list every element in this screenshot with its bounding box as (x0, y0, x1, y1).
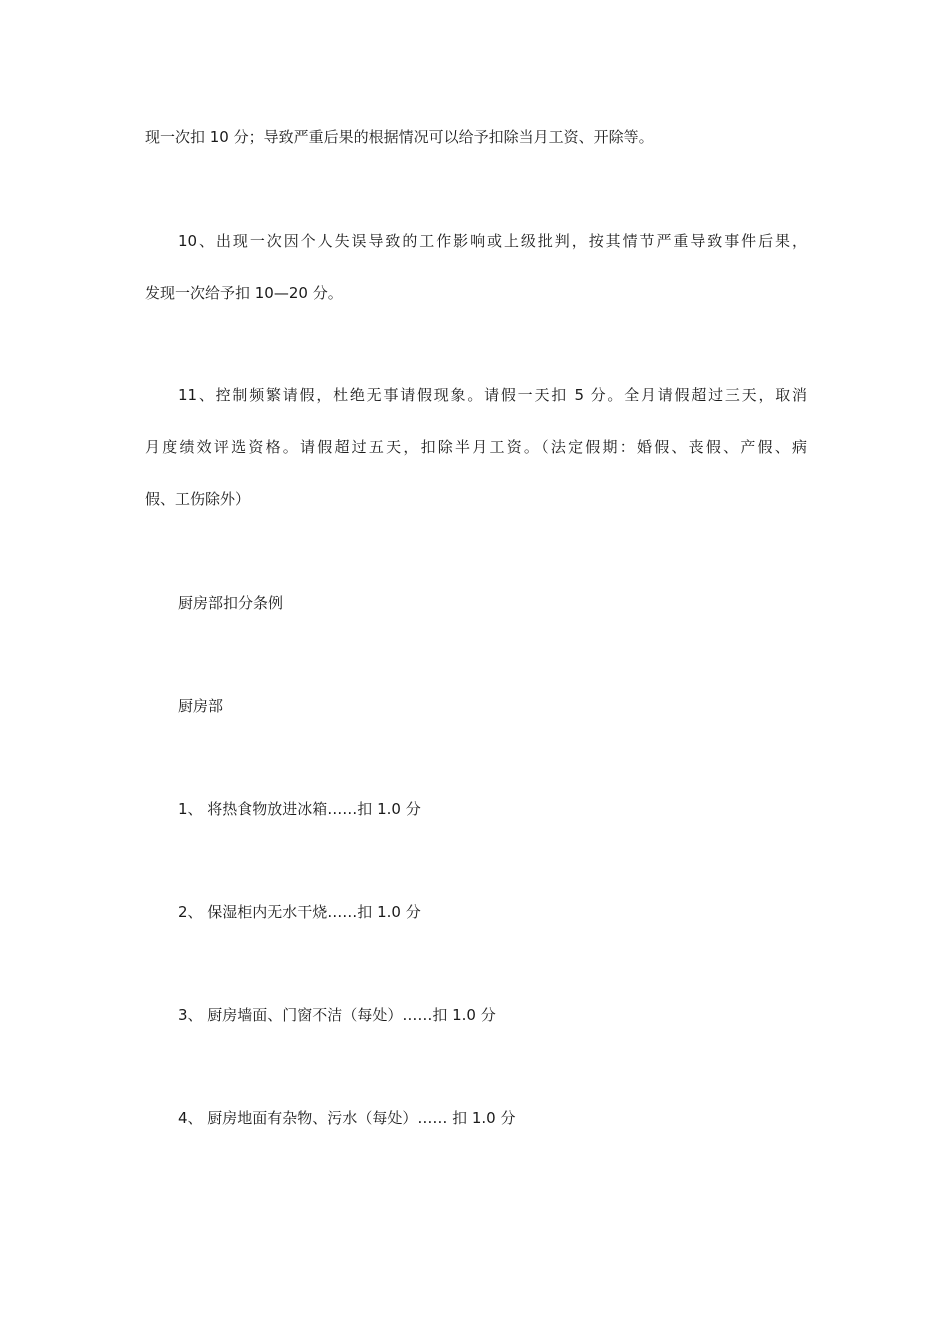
department-label: 厨房部 (178, 697, 224, 715)
paragraph-11-line-2: 月度绩效评选资格。请假超过五天，扣除半月工资。（法定假期：婚假、丧假、产假、病 (145, 438, 807, 456)
rule-item-3: 3、 厨房墙面、门窗不洁（每处）……扣 1.0 分 (178, 1006, 496, 1024)
section-heading: 厨房部扣分条例 (178, 594, 284, 612)
rule-item-1: 1、 将热食物放进冰箱……扣 1.0 分 (178, 800, 421, 818)
rule-item-2: 2、 保湿柜内无水干烧……扣 1.0 分 (178, 903, 421, 921)
paragraph-9-continuation: 现一次扣 10 分；导致严重后果的根据情况可以给予扣除当月工资、开除等。 (145, 128, 654, 146)
rule-item-4: 4、 厨房地面有杂物、污水（每处）…… 扣 1.0 分 (178, 1109, 516, 1127)
paragraph-10-line-2: 发现一次给予扣 10—20 分。 (145, 284, 343, 302)
paragraph-11-line-1: 11、控制频繁请假，杜绝无事请假现象。请假一天扣 5 分。全月请假超过三天，取消 (178, 386, 807, 404)
paragraph-10-line-1: 10、出现一次因个人失误导致的工作影响或上级批判，按其情节严重导致事件后果， (178, 232, 807, 250)
paragraph-11-line-3: 假、工伤除外） (145, 490, 251, 508)
